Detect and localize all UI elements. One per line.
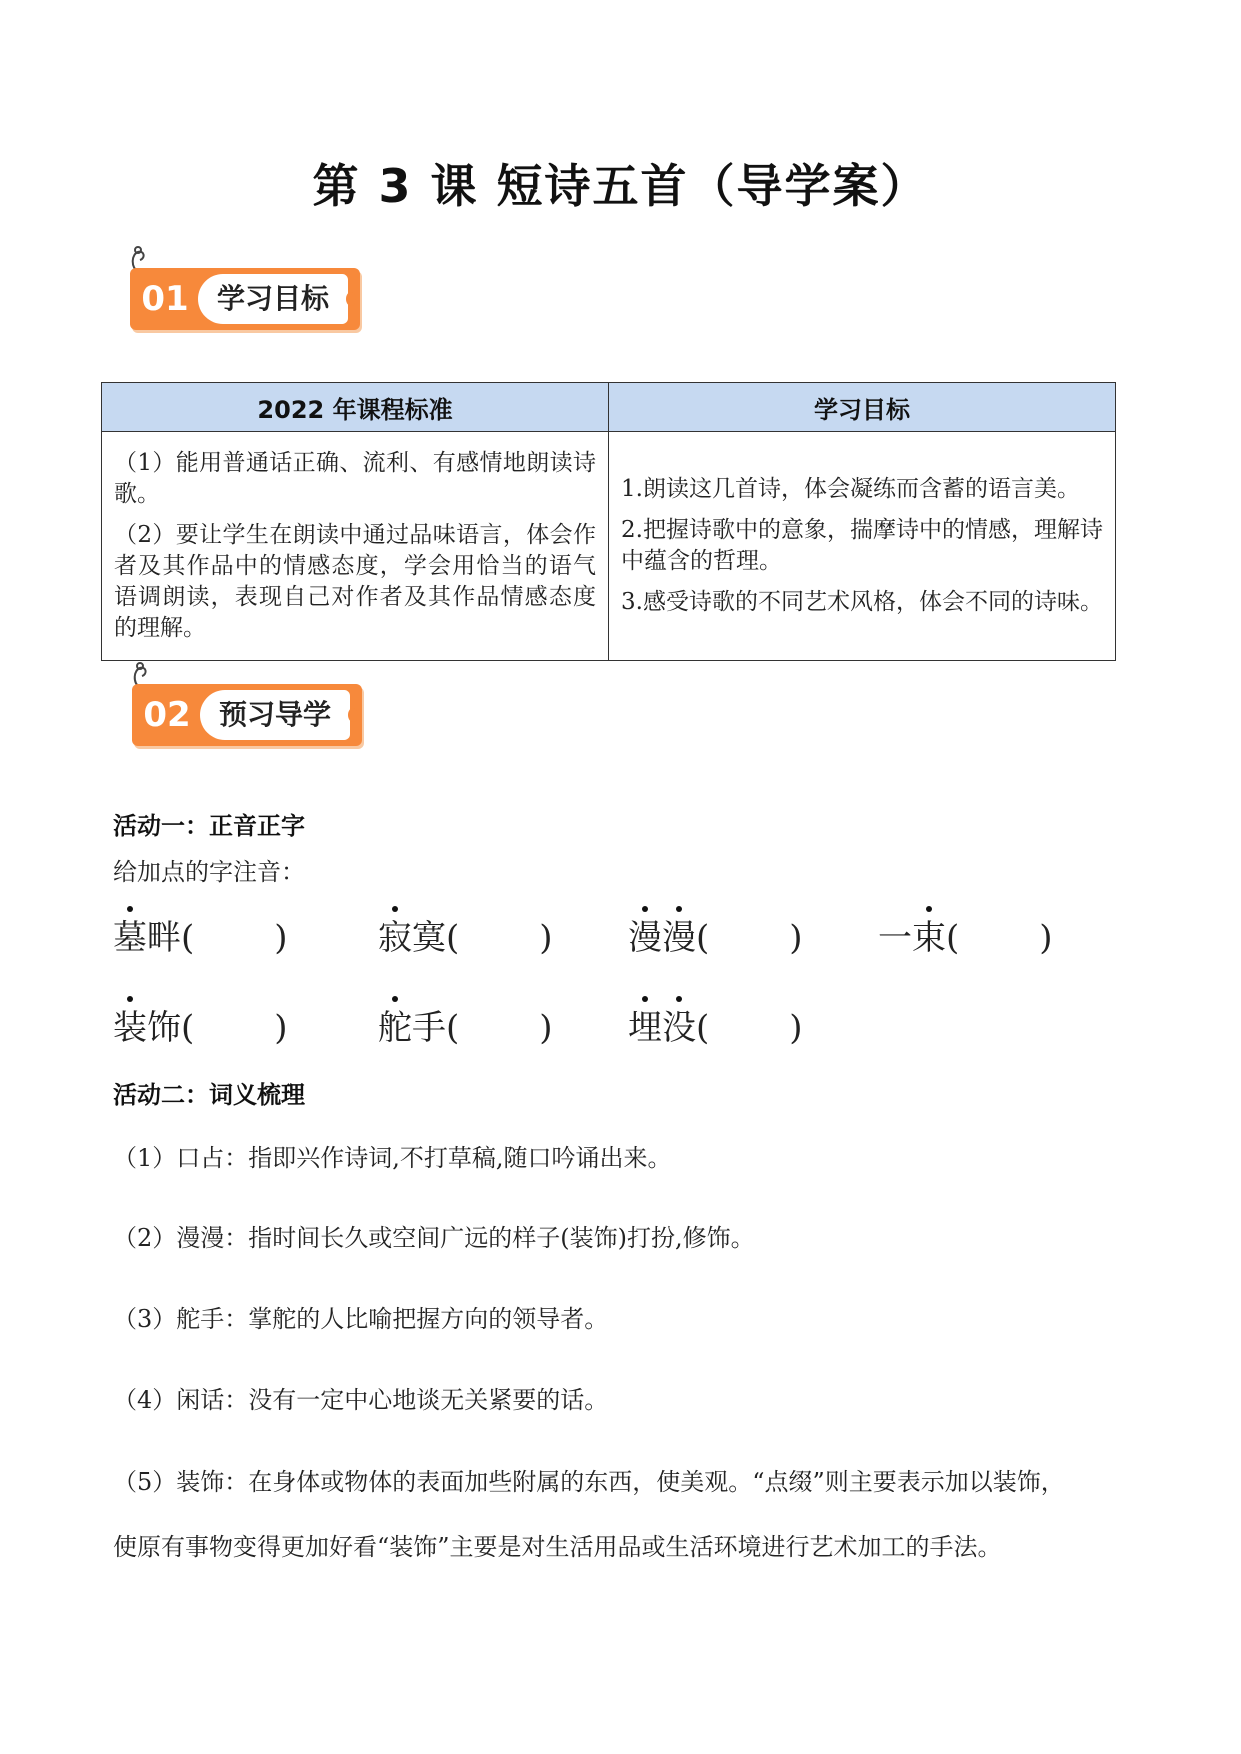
word-char-dotted: 漫 (628, 918, 662, 958)
paren-open: ( (181, 1008, 195, 1048)
table-header: 学习目标 (609, 383, 1116, 432)
word-char-dotted: 漫 (662, 918, 696, 958)
paren-open: ( (446, 1008, 460, 1048)
standard-item: （1）能用普通话正确、流利、有感情地朗读诗歌。 (114, 450, 596, 507)
objectives-table (101, 382, 1116, 661)
badge-number: 01 (141, 279, 189, 319)
paren-open: ( (696, 1008, 710, 1048)
word-char-dotted: 束 (912, 918, 946, 958)
paren-close: ) (539, 918, 553, 958)
goal-item: 2.把握诗歌中的意象，揣摩诗中的情感，理解诗中蕴含的哲理。 (621, 517, 1103, 574)
word-char-dotted: 舵 (378, 1008, 412, 1048)
paren-close: ) (274, 1008, 288, 1048)
definition-item: （1）口占：指即兴作诗词,不打草稿,随口吟诵出来。 (113, 1144, 672, 1172)
badge-number: 02 (143, 695, 191, 735)
pinyin-item (378, 1000, 553, 1049)
badge-label: 预习导学 (200, 690, 350, 740)
word-char: 寞 (412, 918, 446, 958)
goals-cell (609, 432, 1116, 661)
paren-close: ) (274, 918, 288, 958)
word-char-dotted: 埋 (628, 1008, 662, 1048)
paren-close: ) (539, 1008, 553, 1048)
definition-item: 使原有事物变得更加好看“装饰”主要是对生活用品或生活环境进行艺术加工的手法。 (113, 1533, 1002, 1561)
table-header: 2022 年课程标准 (102, 383, 609, 432)
pinyin-item (628, 1000, 803, 1049)
pinyin-item (378, 910, 553, 959)
table-row (102, 432, 1116, 661)
pinyin-item (878, 910, 1053, 959)
word-char: 一 (878, 918, 912, 958)
paren-close: ) (789, 918, 803, 958)
table-header-row (102, 383, 1116, 432)
standard-item: （2）要让学生在朗读中通过品味语言，体会作者及其作品中的情感态度，学会用恰当的语气语调朗读，表现自己对作者及其作品情感态度的理解。 (114, 522, 596, 641)
word-char-dotted: 寂 (378, 918, 412, 958)
word-char-dotted: 墓 (113, 918, 147, 958)
activity1-heading: 活动一：正音正字 (113, 812, 305, 840)
activity2-heading: 活动二：词义梳理 (113, 1081, 305, 1109)
activity1-instruction: 给加点的字注音： (113, 858, 305, 886)
word-char: 畔 (147, 918, 181, 958)
section-badge-preview (122, 660, 362, 750)
pinyin-item (628, 910, 803, 959)
paren-open: ( (946, 918, 960, 958)
paren-open: ( (181, 918, 195, 958)
section-badge-objectives (120, 244, 360, 334)
paren-close: ) (1039, 918, 1053, 958)
definition-item: （4）闲话：没有一定中心地谈无关紧要的话。 (113, 1386, 609, 1414)
word-char: 饰 (147, 1008, 181, 1048)
word-char: 手 (412, 1008, 446, 1048)
goal-item: 3.感受诗歌的不同艺术风格，体会不同的诗味。 (621, 589, 1103, 615)
definition-item: （3）舵手：掌舵的人比喻把握方向的领导者。 (113, 1305, 609, 1333)
paren-open: ( (446, 918, 460, 958)
standards-cell (102, 432, 609, 661)
page-title: 第 3 课 短诗五首（导学案） (312, 159, 929, 213)
paren-open: ( (696, 918, 710, 958)
word-char-dotted: 装 (113, 1008, 147, 1048)
goal-item: 1.朗读这几首诗，体会凝练而含蓄的语言美。 (621, 476, 1080, 502)
paren-close: ) (789, 1008, 803, 1048)
pinyin-item (113, 910, 288, 959)
pinyin-item (113, 1000, 288, 1049)
definition-item: （2）漫漫：指时间长久或空间广远的样子(装饰)打扮,修饰。 (113, 1224, 755, 1252)
word-char-dotted: 没 (662, 1008, 696, 1048)
definition-item: （5）装饰：在身体或物体的表面加些附属的东西，使美观。“点缀”则主要表示加以装饰， (113, 1468, 1065, 1496)
badge-label: 学习目标 (198, 274, 348, 324)
